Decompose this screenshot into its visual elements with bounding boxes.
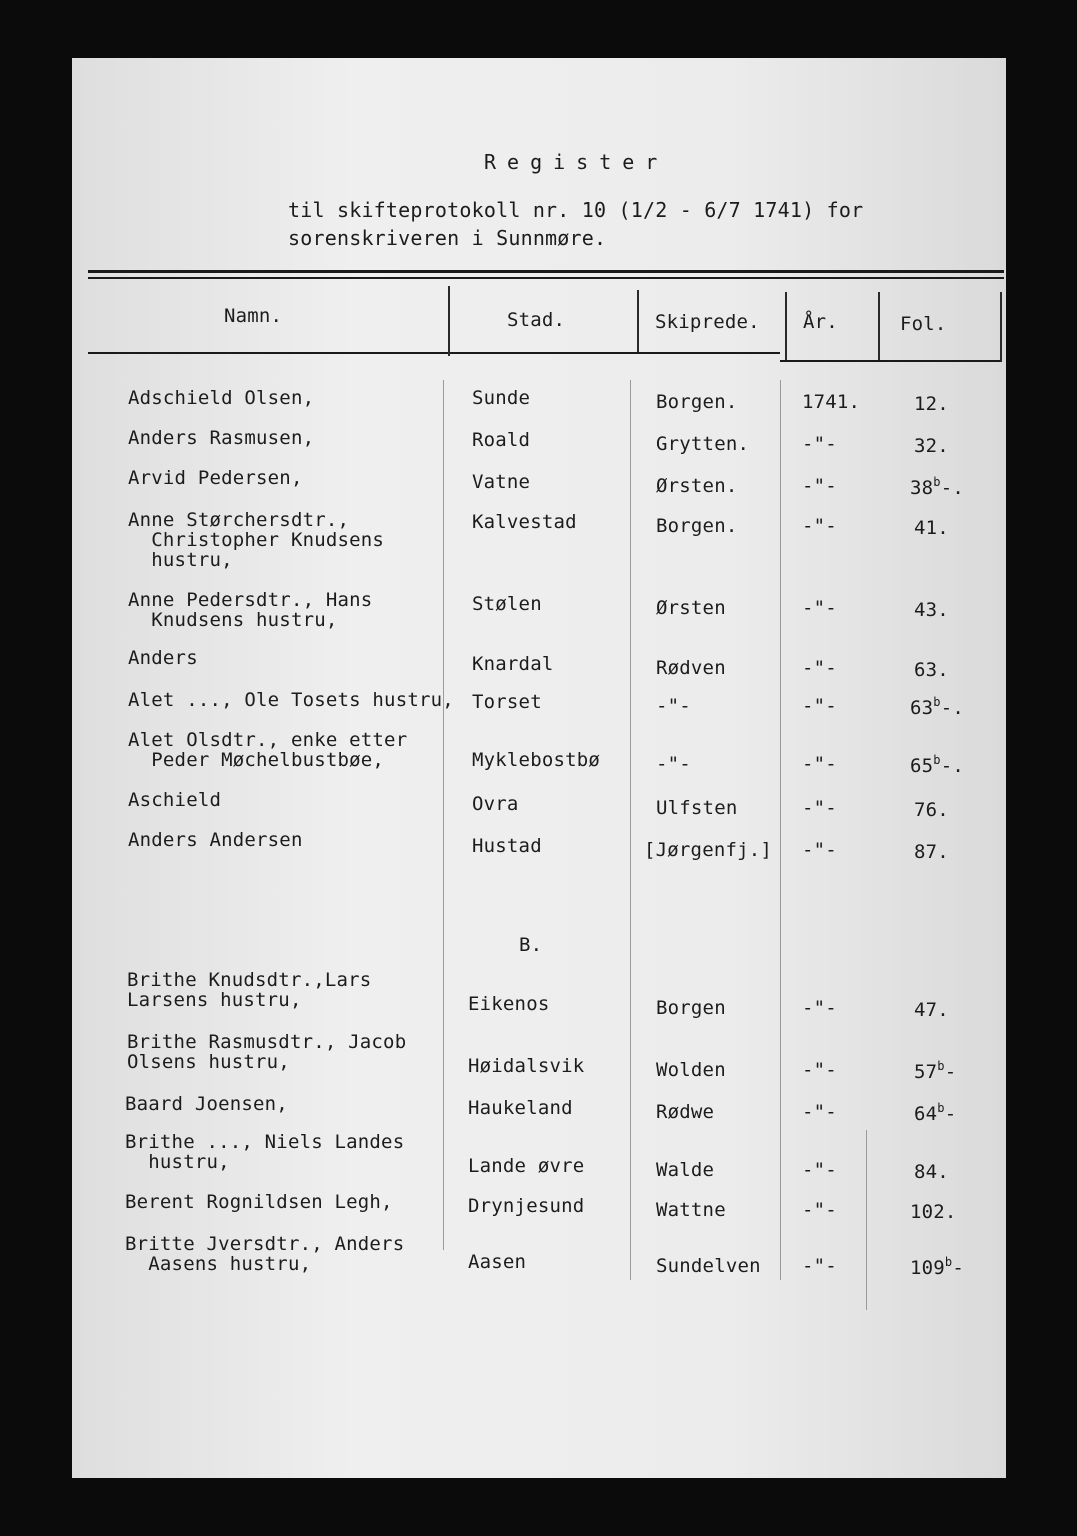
entry-name: Anders <box>128 647 198 669</box>
entry-fol-sup: b <box>937 1101 945 1115</box>
entry-skiprede: Walde <box>656 1159 715 1181</box>
entry-name: Arvid Pedersen, <box>128 467 303 489</box>
entry-aar: -"- <box>802 839 837 861</box>
entry-skiprede: Ulfsten <box>656 797 738 819</box>
col-guide-4 <box>866 1130 867 1310</box>
entry-aar: -"- <box>802 1199 837 1221</box>
entry-skiprede: Rødven <box>656 657 726 679</box>
col-guide-3 <box>780 380 781 1280</box>
entry-fol: 102. <box>910 1201 957 1223</box>
entry-name: Christopher Knudsens <box>128 529 385 551</box>
entry-aar: -"- <box>802 753 837 775</box>
register-title: Register <box>484 150 669 174</box>
entry-fol: 64$^b$- <box>914 1101 957 1125</box>
col-divider-3 <box>785 292 787 360</box>
entry-stad: Ovra <box>472 793 519 815</box>
col-header-fol: Fol. <box>900 313 947 335</box>
entry-stad: Lande øvre <box>468 1155 585 1177</box>
entry-aar: 1741. <box>802 391 861 413</box>
entry-fol-sup: b <box>944 1255 953 1269</box>
col-divider-1 <box>448 286 450 356</box>
entry-aar: -"- <box>802 475 837 497</box>
col-guide-2 <box>630 380 631 1280</box>
table-top-rule-2 <box>88 277 1004 279</box>
entry-aar: -"- <box>802 1255 837 1277</box>
entry-stad: Vatne <box>472 471 531 493</box>
entry-name: Anders Andersen <box>128 829 303 851</box>
entry-stad: Eikenos <box>468 993 550 1015</box>
entry-aar: -"- <box>802 433 837 455</box>
entry-name: Alet ..., Ole Tosets hustru, <box>128 689 454 711</box>
entry-skiprede: Grytten. <box>656 433 750 455</box>
entry-stad: Torset <box>472 691 542 713</box>
entry-fol-sup: b <box>933 695 941 709</box>
entry-aar: -"- <box>802 1059 837 1081</box>
entry-name: Brithe Rasmusdtr., Jacob <box>127 1031 407 1053</box>
col-divider-5 <box>1000 292 1002 362</box>
entry-name: Brithe ..., Niels Landes <box>125 1131 405 1153</box>
entry-stad: Aasen <box>468 1251 527 1273</box>
entry-fol: 84. <box>914 1161 949 1183</box>
entry-name: Aasens hustru, <box>125 1253 312 1275</box>
entry-fol: 12. <box>914 393 949 415</box>
entry-aar: -"- <box>802 515 837 537</box>
entry-stad: Knardal <box>472 653 554 675</box>
entry-stad: Haukeland <box>468 1097 573 1119</box>
entry-stad: Kalvestad <box>472 511 577 533</box>
entry-fol-sup: b <box>937 1059 945 1073</box>
entry-skiprede: Ørsten <box>656 597 726 619</box>
entry-aar: -"- <box>802 695 837 717</box>
entry-name: Britte Jversdtr., Anders <box>125 1233 405 1255</box>
entry-fol: 63. <box>914 659 949 681</box>
entry-skiprede: Wolden <box>656 1059 726 1081</box>
col-divider-4 <box>878 292 880 360</box>
entry-name: Berent Rognildsen Legh, <box>125 1191 393 1213</box>
entry-stad: Sunde <box>472 387 531 409</box>
entry-aar: -"- <box>802 997 837 1019</box>
col-header-stad: Stad. <box>507 309 566 331</box>
entry-fol: 76. <box>914 799 949 821</box>
register-subtitle-2: sorenskriveren i Sunnmøre. <box>288 226 607 250</box>
entry-fol: 38$^b$-. <box>910 475 964 499</box>
entry-skiprede: -"- <box>656 695 691 717</box>
entry-stad: Drynjesund <box>468 1195 585 1217</box>
entry-fol: 109$^b$- <box>910 1255 964 1279</box>
entry-fol: 47. <box>914 999 949 1021</box>
entry-fol: 57$^b$- <box>914 1059 957 1083</box>
entry-name: Knudsens hustru, <box>128 609 338 631</box>
section-b-label: B. <box>519 934 543 956</box>
entry-fol: 43. <box>914 599 949 621</box>
entry-skiprede: Ørsten. <box>656 475 738 497</box>
entry-aar: -"- <box>802 1101 837 1123</box>
entry-skiprede: -"- <box>656 753 691 775</box>
entry-skiprede: Sundelven <box>656 1255 761 1277</box>
header-bottom-rule <box>88 352 780 354</box>
col-guide-1 <box>443 380 444 1250</box>
entry-skiprede: Borgen. <box>656 515 738 537</box>
entry-name: Olsens hustru, <box>127 1051 290 1073</box>
entry-name: hustru, <box>125 1151 230 1173</box>
entry-skiprede: Wattne <box>656 1199 726 1221</box>
entry-name: Baard Joensen, <box>125 1093 288 1115</box>
entry-name: Peder Møchelbustbøe, <box>128 749 385 771</box>
entry-stad: Høidalsvik <box>468 1055 585 1077</box>
entry-fol: 63$^b$-. <box>910 695 964 719</box>
entry-name: Larsens hustru, <box>127 989 302 1011</box>
entry-aar: -"- <box>802 1159 837 1181</box>
entry-name: Brithe Knudsdtr.,Lars <box>127 969 372 991</box>
entry-name: Adschield Olsen, <box>128 387 315 409</box>
entry-name: Alet Olsdtr., enke etter <box>128 729 408 751</box>
entry-stad: Myklebostbø <box>472 749 601 771</box>
entry-stad: Hustad <box>472 835 542 857</box>
col-header-namn: Namn. <box>224 305 283 327</box>
entry-fol: 65$^b$-. <box>910 753 964 777</box>
entry-stad: Roald <box>472 429 531 451</box>
entry-name: Anne Pedersdtr., Hans <box>128 589 373 611</box>
col-header-aar: År. <box>803 311 838 333</box>
entry-aar: -"- <box>802 657 837 679</box>
entry-fol-sup: b <box>933 475 941 489</box>
entry-skiprede: Rødwe <box>656 1101 715 1123</box>
header-bottom-rule-right <box>780 360 1002 362</box>
entry-skiprede: [Jørgenfj.] <box>644 839 773 861</box>
col-header-skiprede: Skiprede. <box>655 311 760 333</box>
register-subtitle: til skifteprotokoll nr. 10 (1/2 - 6/7 1741) for <box>288 198 864 222</box>
entry-fol-sup: b <box>933 753 941 767</box>
entry-name: Anne Størchersdtr., <box>128 509 350 531</box>
entry-skiprede: Borgen. <box>656 391 738 413</box>
table-top-rule-1 <box>88 270 1004 273</box>
entry-fol: 87. <box>914 841 949 863</box>
entry-fol: 41. <box>914 517 949 539</box>
col-divider-2 <box>637 290 639 352</box>
entry-stad: Stølen <box>472 593 542 615</box>
entry-aar: -"- <box>802 597 837 619</box>
entry-skiprede: Borgen <box>656 997 726 1019</box>
entry-fol: 32. <box>914 435 949 457</box>
entry-name: hustru, <box>128 549 233 571</box>
entry-name: Anders Rasmusen, <box>128 427 315 449</box>
entry-aar: -"- <box>802 797 837 819</box>
entry-name: Aschield <box>128 789 222 811</box>
